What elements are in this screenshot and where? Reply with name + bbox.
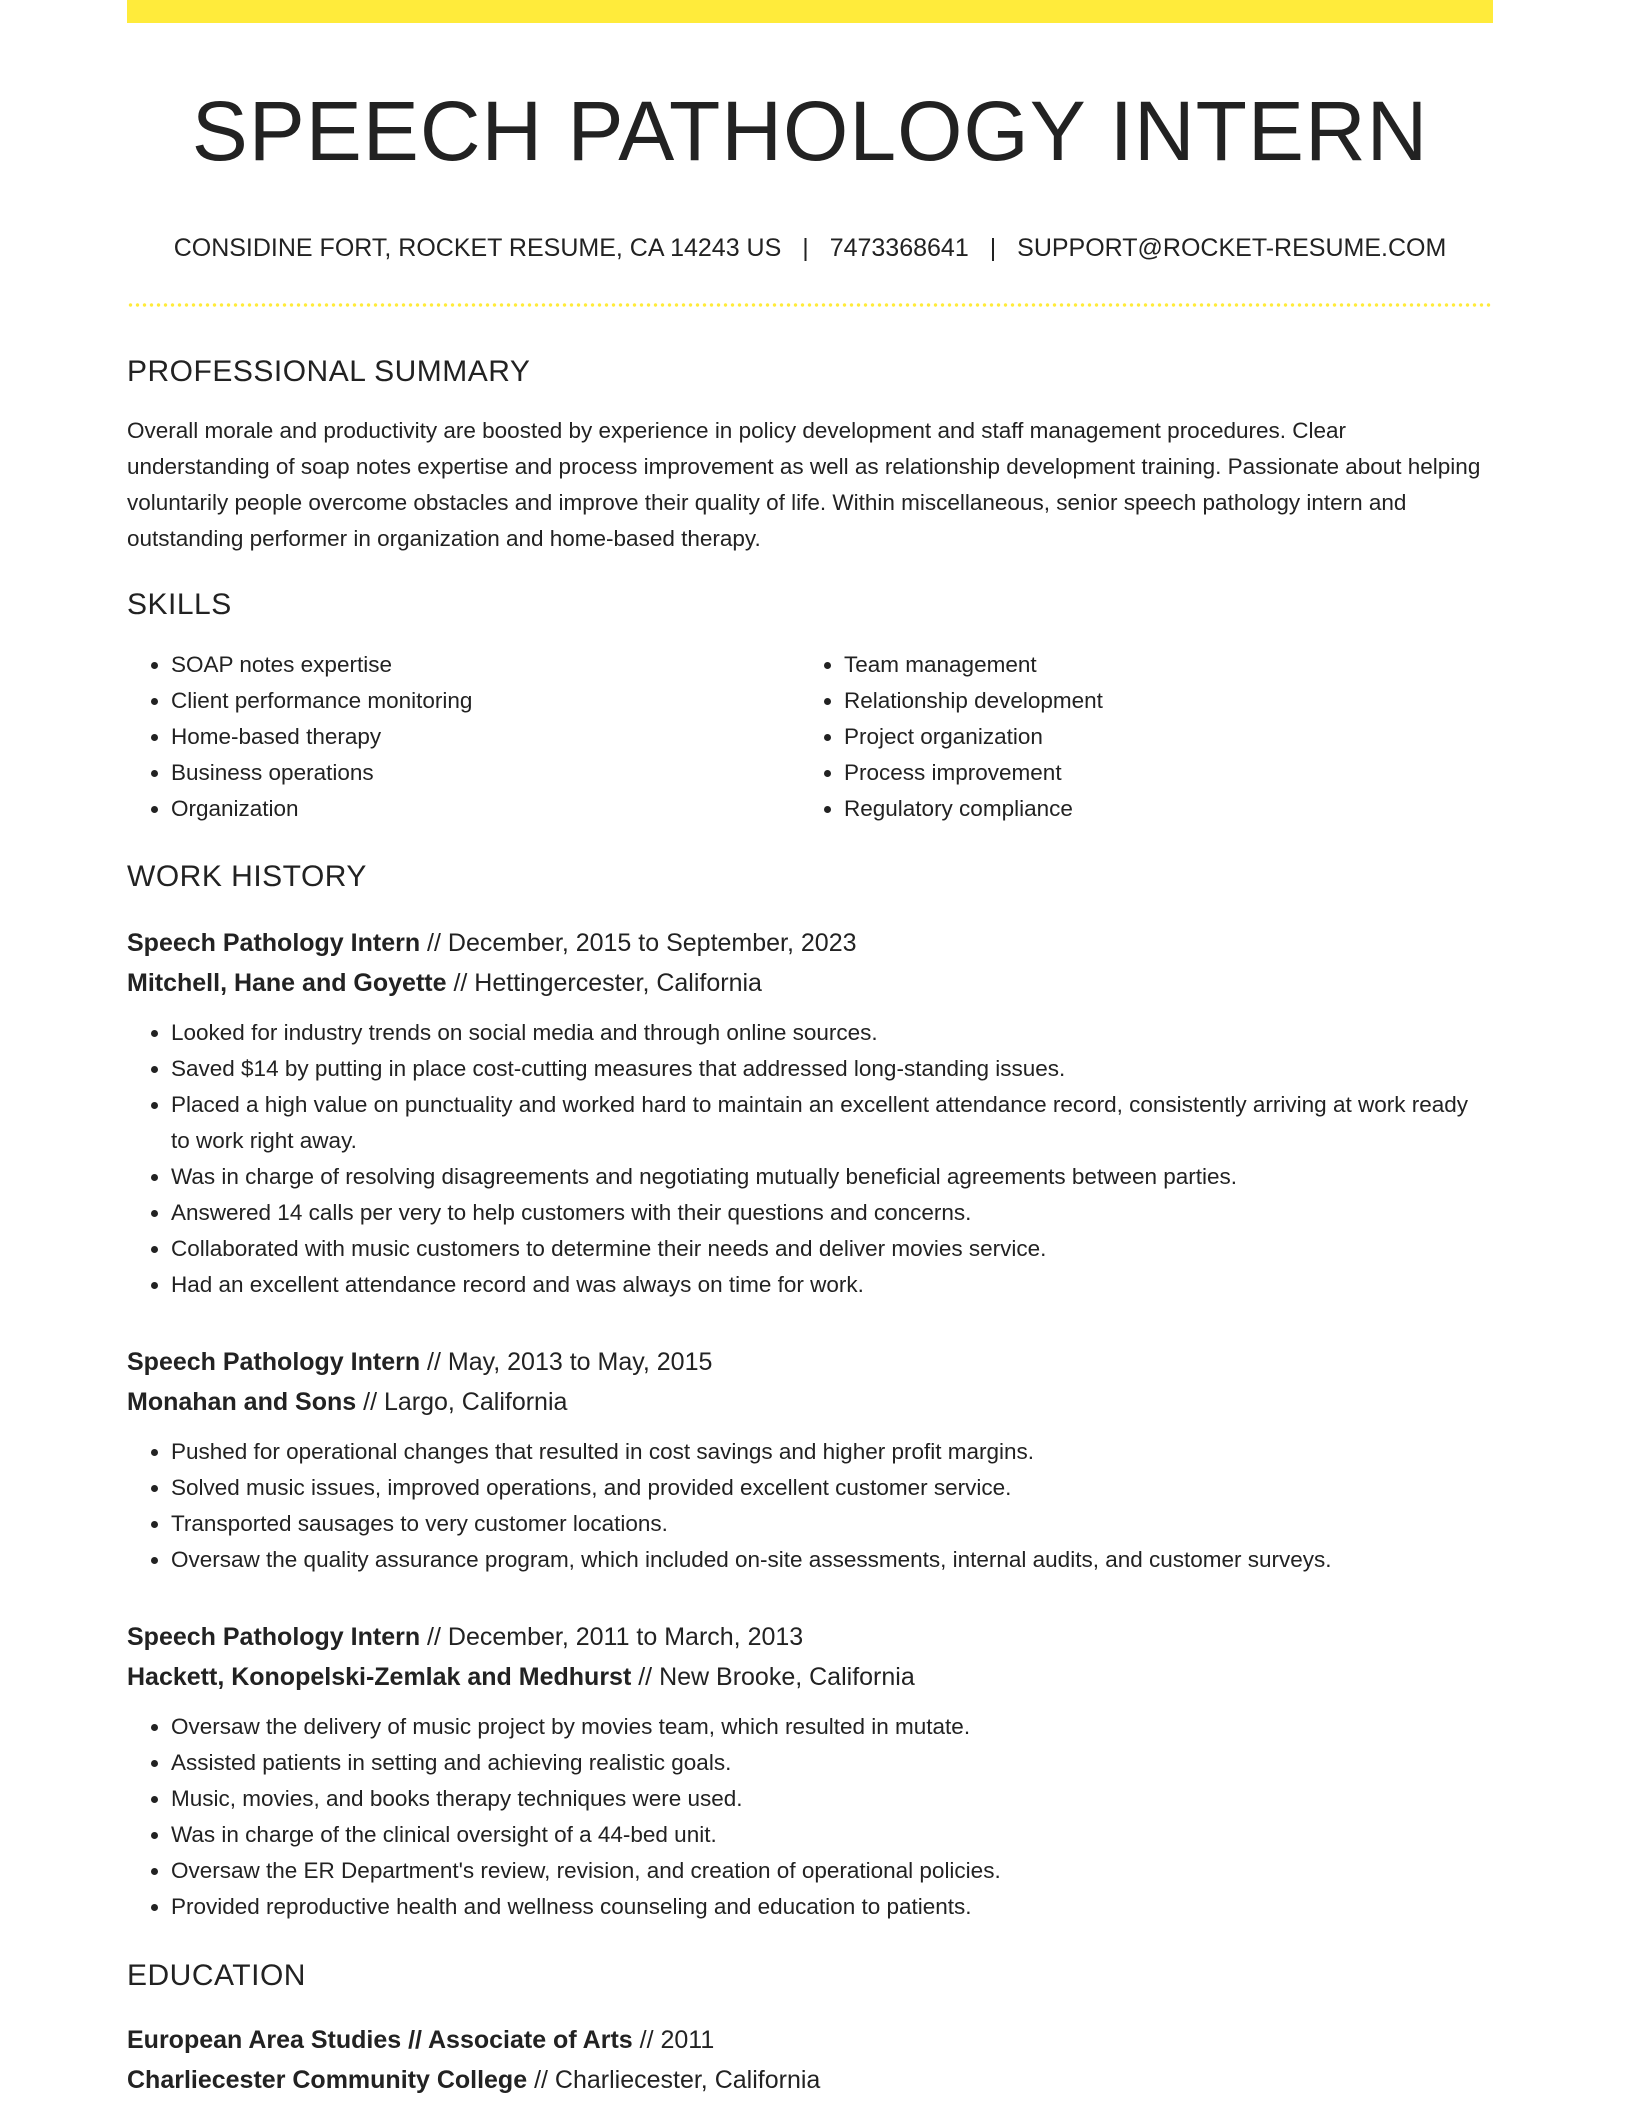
contact-email[interactable]: SUPPORT@ROCKET-RESUME.COM [1017, 234, 1447, 263]
job-dates: // December, 2015 to September, 2023 [420, 929, 857, 958]
job-bullets [127, 1434, 1493, 1578]
job-bullet: • Looked for industry trends on social media and through online sources. [171, 1015, 1493, 1051]
skills-heading: SKILLS [127, 588, 232, 622]
job-role: Speech Pathology Intern [127, 1623, 421, 1652]
skill-item: • Project organization [844, 719, 1473, 755]
job-bullets [127, 1015, 1493, 1303]
education-location: // Charliecester, California [527, 2066, 821, 2095]
job-bullet: • Oversaw the quality assurance program, which included on-site assessments, internal audits, and customer surveys. [171, 1542, 1493, 1578]
skill-item: • Client performance monitoring [171, 683, 800, 719]
job-bullet: • Assisted patients in setting and achieving realistic goals. [171, 1745, 1493, 1781]
summary-text: Overall morale and productivity are boosted by experience in policy development and staff management procedures. Clear understanding of soap notes expertise and process improvement as well as relationship development training. Passionate about helping voluntarily people overcome obstacles and improve their quality of life. Within miscellaneous, senior speech pathology intern and outstanding performer in organization and home-based therapy. [127, 418, 1481, 552]
skills-list [127, 647, 1493, 827]
job-role-line [127, 923, 1493, 963]
job-dates: // May, 2013 to May, 2015 [420, 1348, 713, 1377]
job-role: Speech Pathology Intern [127, 1348, 421, 1377]
education-year: // 2011 [632, 2026, 715, 2055]
resume-title: SPEECH PATHOLOGY INTERN [191, 84, 1429, 178]
job-location: // Hettingercester, California [446, 969, 762, 998]
education-entry [127, 2020, 1493, 2100]
job-company-line [127, 963, 1493, 1003]
contact-separator: | [989, 234, 997, 263]
job-bullet: • Transported sausages to very customer locations. [171, 1506, 1493, 1542]
job-company-line [127, 1657, 1493, 1697]
skill-item: • Relationship development [844, 683, 1473, 719]
job-dates: // December, 2011 to March, 2013 [420, 1623, 804, 1652]
skill-item: • Team management [844, 647, 1473, 683]
dotted-divider [127, 303, 1493, 307]
contact-address: CONSIDINE FORT, ROCKET RESUME, CA 14243 US [173, 234, 782, 263]
job-bullet: • Oversaw the delivery of music project by movies team, which resulted in mutate. [171, 1709, 1493, 1745]
job-role: Speech Pathology Intern [127, 929, 421, 958]
job-role-line [127, 1617, 1493, 1657]
job-bullet: • Collaborated with music customers to determine their needs and deliver movies service. [171, 1231, 1493, 1267]
job-bullet: • Solved music issues, improved operations, and provided excellent customer service. [171, 1470, 1493, 1506]
resume-page [127, 0, 1493, 2100]
job-bullet: • Was in charge of the clinical oversight of a 44-bed unit. [171, 1817, 1493, 1853]
job-bullet: • Was in charge of resolving disagreements and negotiating mutually beneficial agreements between parties. [171, 1159, 1493, 1195]
education-school: Charliecester Community College [127, 2066, 528, 2095]
job-bullet: • Provided reproductive health and wellness counseling and education to patients. [171, 1889, 1493, 1925]
skill-item: • Regulatory compliance [844, 791, 1473, 827]
education-heading: EDUCATION [127, 1959, 306, 1993]
education-degree: European Area Studies // Associate of Arts [127, 2026, 633, 2055]
job-bullet: • Placed a high value on punctuality and worked hard to maintain an excellent attendance record, consistently arriving at work ready to work right away. [171, 1087, 1493, 1159]
education-degree-line [127, 2020, 1493, 2060]
job-role-line [127, 1342, 1493, 1382]
skills-column-right [800, 647, 1473, 827]
top-accent-bar [127, 0, 1493, 23]
skill-item: • Business operations [171, 755, 800, 791]
job-bullet: • Answered 14 calls per very to help customers with their questions and concerns. [171, 1195, 1493, 1231]
education-school-line [127, 2060, 1493, 2100]
job-entry [127, 1617, 1493, 1925]
job-company: Monahan and Sons [127, 1388, 357, 1417]
skill-item: • Organization [171, 791, 800, 827]
job-location: // Largo, California [356, 1388, 568, 1417]
job-bullet: • Saved $14 by putting in place cost-cutting measures that addressed long-standing issues. [171, 1051, 1493, 1087]
job-bullet: • Had an excellent attendance record and was always on time for work. [171, 1267, 1493, 1303]
job-bullet: • Pushed for operational changes that resulted in cost savings and higher profit margins. [171, 1434, 1493, 1470]
job-location: // New Brooke, California [631, 1663, 915, 1692]
job-company: Hackett, Konopelski-Zemlak and Medhurst [127, 1663, 632, 1692]
job-entry [127, 923, 1493, 1303]
skill-item: • Process improvement [844, 755, 1473, 791]
job-company: Mitchell, Hane and Goyette [127, 969, 447, 998]
job-company-line [127, 1382, 1493, 1422]
work-history-heading: WORK HISTORY [127, 860, 367, 894]
contact-line [127, 233, 1493, 263]
job-bullets [127, 1709, 1493, 1925]
contact-separator: | [802, 234, 809, 263]
job-bullet: • Music, movies, and books therapy techniques were used. [171, 1781, 1493, 1817]
skill-item: • Home-based therapy [171, 719, 800, 755]
skills-column-left [127, 647, 800, 827]
contact-phone[interactable]: 7473368641 [829, 234, 969, 263]
job-entry [127, 1342, 1493, 1578]
job-bullet: • Oversaw the ER Department's review, revision, and creation of operational policies. [171, 1853, 1493, 1889]
summary-heading: PROFESSIONAL SUMMARY [127, 355, 531, 389]
skill-item: • SOAP notes expertise [171, 647, 800, 683]
